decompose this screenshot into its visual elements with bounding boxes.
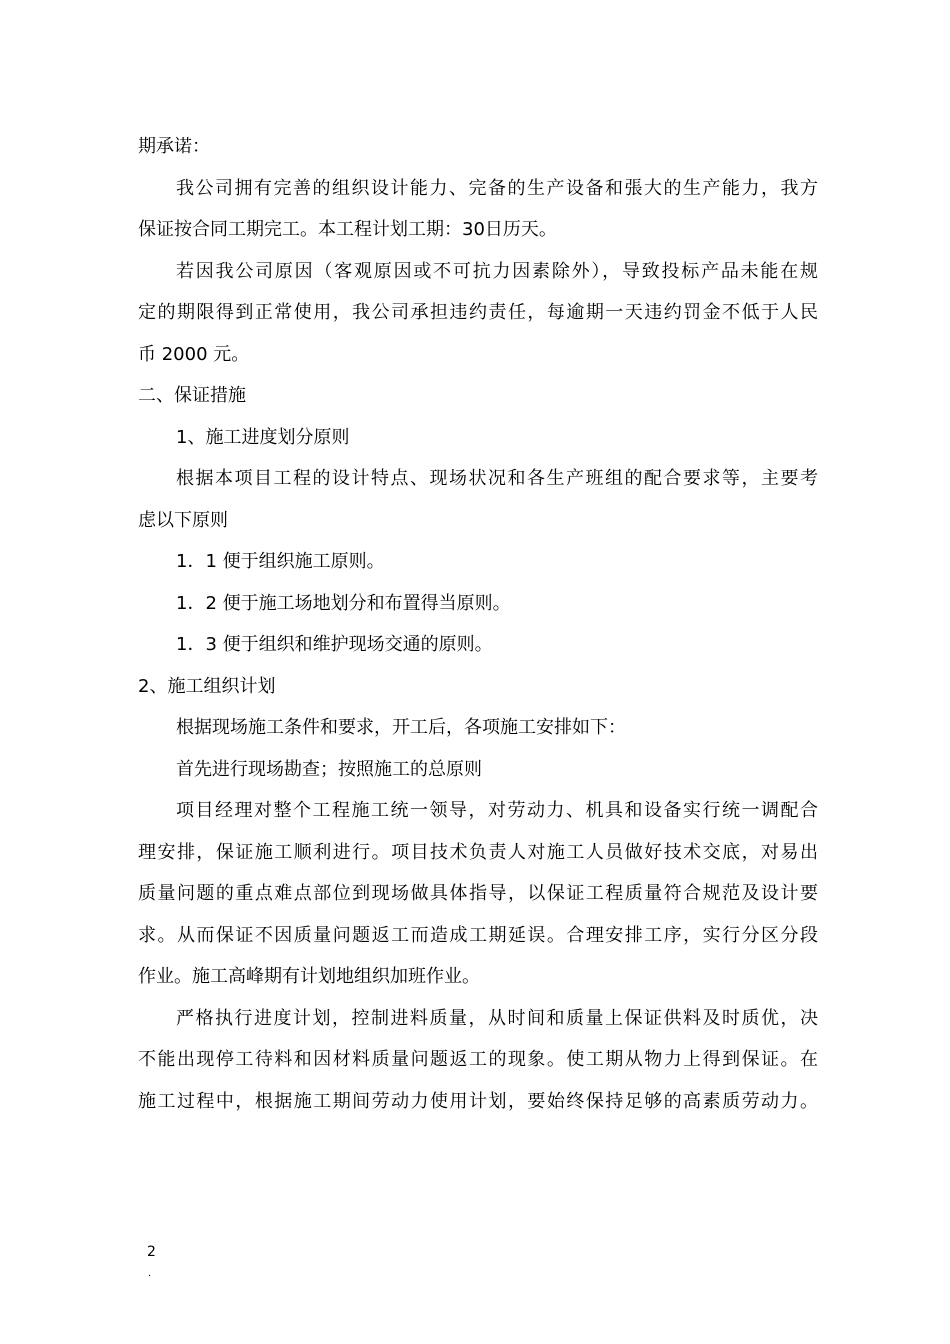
text-line: 根据现场施工条件和要求，开工后，各项施工安排如下： <box>176 717 626 738</box>
text-line: 严格执行进度计划，控制进料质量，从时间和质量上保证供料及时质优，决 <box>176 1007 818 1029</box>
text-line: 若因我公司原因（客观原因或不可抗力因素除外），导致投标产品未能在规 <box>176 260 818 282</box>
text-line: 币 2000 元。 <box>138 343 250 365</box>
list-item: 1．1 便于组织施工原则。 <box>176 551 385 572</box>
text-line: 定的期限得到正常使用，我公司承担违约责任，每逾期一天违约罚金不低于人民 <box>138 302 818 323</box>
text-line: 作业。施工高峰期有计划地组织加班作业。 <box>138 966 480 987</box>
document-body <box>138 126 818 1122</box>
text-line: 项目经理对整个工程施工统一领导，对劳动力、机具和设备实行统一调配合 <box>176 800 818 821</box>
text-line: 理安排，保证施工顺利进行。项目技术负责人对施工人员做好技术交底，对易出 <box>138 841 818 863</box>
text-line: 不能出现停工待料和因材料质量问题返工的现象。使工期从物力上得到保证。在 <box>138 1049 818 1070</box>
text-line: 我公司拥有完善的组织设计能力、完备的生产设备和張大的生产能力，我方 <box>176 177 818 199</box>
text-line: 虑以下原则 <box>138 509 228 531</box>
text-line: 保证按合同工期完工。本工程计划工期：30日历天。 <box>138 219 557 240</box>
text-line: 首先进行现场勘查；按照施工的总原则 <box>176 758 482 780</box>
footer-dot: . <box>148 1268 152 1279</box>
text-line: 求。从而保证不因质量问题返工而造成工期延误。合理安排工序，实行分区分段 <box>138 924 818 946</box>
list-item: 1．3 便于组织和维护现场交通的原则。 <box>176 634 493 655</box>
page-number: 2 <box>147 1244 156 1260</box>
text-line: 根据本项目工程的设计特点、现场状况和各生产班组的配合要求等，主要考 <box>176 468 818 489</box>
text-line: 期承诺： <box>138 136 210 157</box>
list-item: 1．2 便于施工场地划分和布置得当原则。 <box>176 592 511 614</box>
subsection-heading: 2、施工组织计划 <box>138 675 276 697</box>
text-line: 施工过程中，根据施工期间劳动力使用计划，要始终保持足够的高素质劳动力。 <box>138 1090 818 1112</box>
subsection-heading: 1、施工进度划分原则 <box>176 426 350 448</box>
text-line: 质量问题的重点难点部位到现场做具体指导，以保证工程质量符合规范及设计要 <box>138 883 818 904</box>
section-heading: 二、保证措施 <box>138 385 246 406</box>
